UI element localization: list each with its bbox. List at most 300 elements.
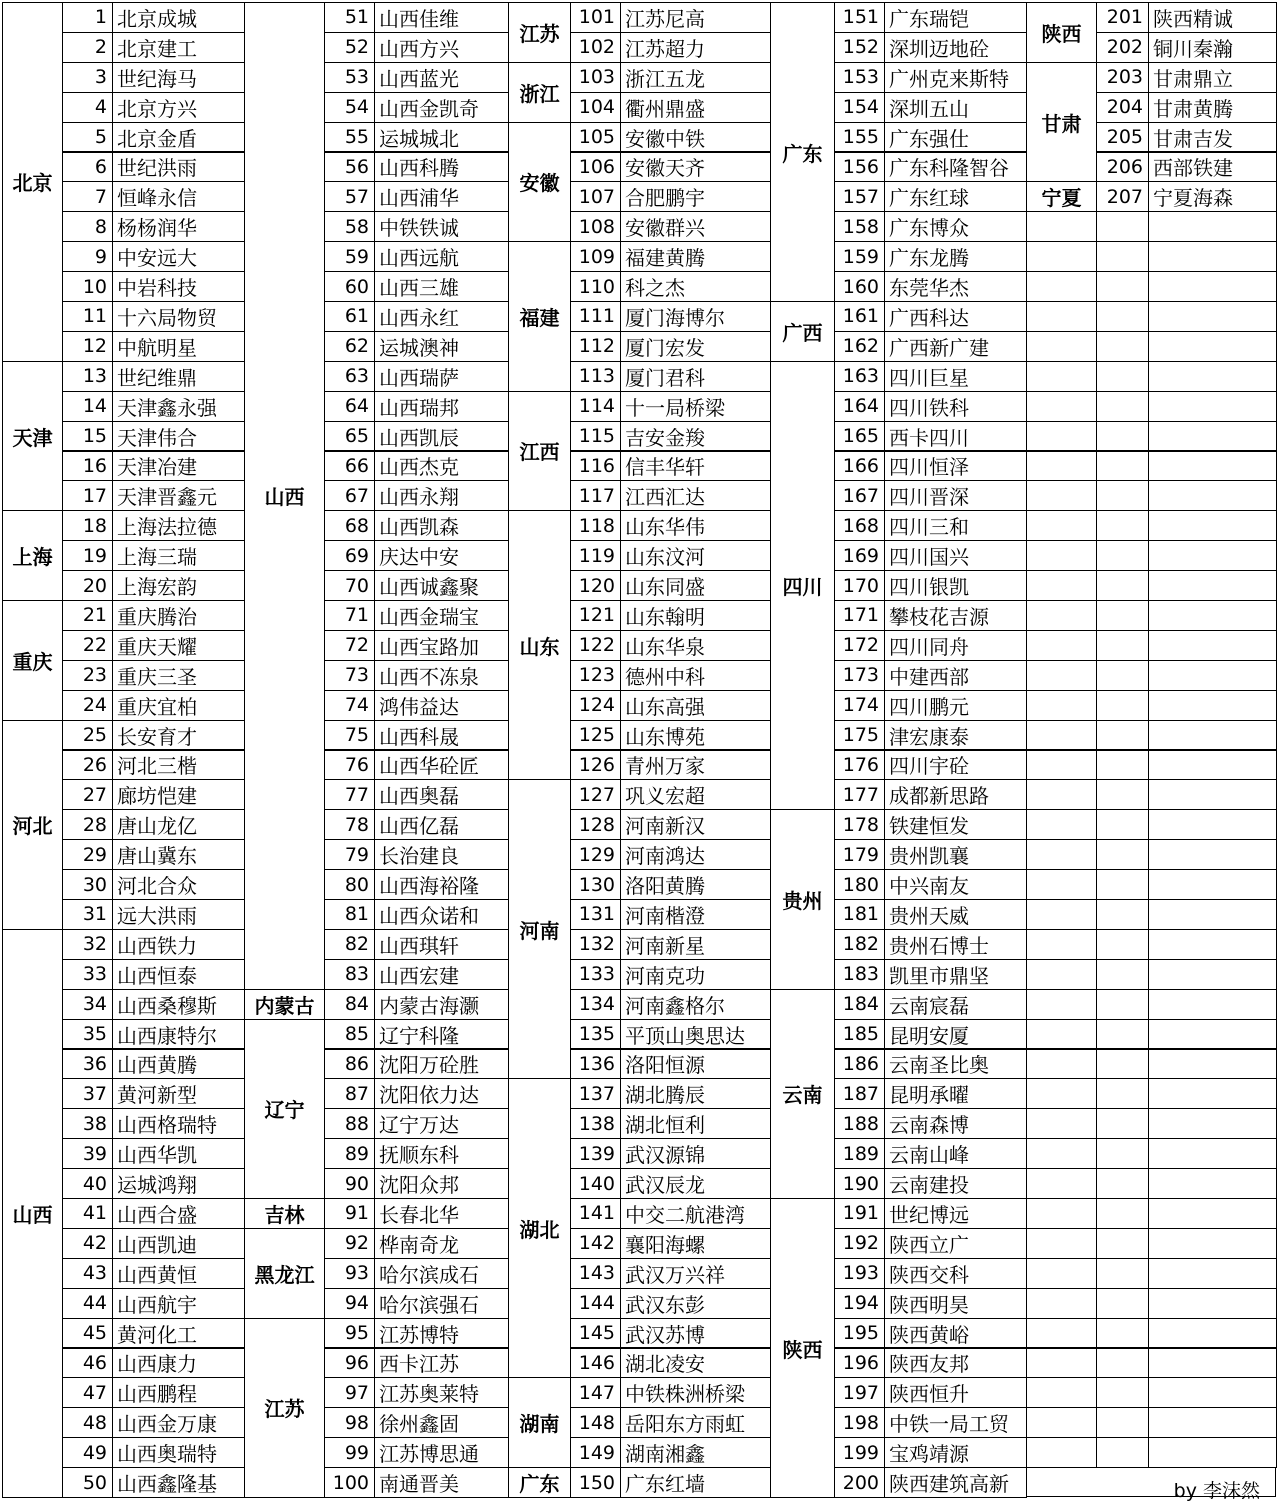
row-number: 67 bbox=[324, 480, 375, 511]
company-name: 山西黄腾 bbox=[112, 1049, 245, 1080]
empty-cell bbox=[1096, 1348, 1149, 1379]
row-number: 145 bbox=[570, 1318, 621, 1349]
company-name: 陕西交科 bbox=[884, 1258, 1027, 1289]
company-name: 上海法拉德 bbox=[112, 510, 245, 541]
empty-cell bbox=[1148, 271, 1277, 302]
row-number: 158 bbox=[834, 211, 885, 242]
row-number: 31 bbox=[62, 899, 113, 930]
empty-cell bbox=[1096, 391, 1149, 422]
row-number: 51 bbox=[324, 2, 375, 33]
company-name: 山东翰明 bbox=[620, 600, 771, 631]
company-name: 唐山龙亿 bbox=[112, 809, 245, 840]
company-name: 湖北恒利 bbox=[620, 1108, 771, 1139]
company-name: 山西不冻泉 bbox=[374, 660, 509, 691]
company-name: 山西众诺和 bbox=[374, 899, 509, 930]
row-number: 198 bbox=[834, 1407, 885, 1438]
row-number: 37 bbox=[62, 1078, 113, 1109]
company-name: 中航明星 bbox=[112, 331, 245, 362]
row-number: 3 bbox=[62, 62, 113, 93]
company-name: 北京金盾 bbox=[112, 122, 245, 153]
company-name: 信丰华轩 bbox=[620, 451, 771, 482]
author-credit: by 李沫然 bbox=[1173, 1480, 1260, 1502]
province-label: 陕西 bbox=[1026, 2, 1097, 63]
row-number: 66 bbox=[324, 451, 375, 482]
row-number: 49 bbox=[62, 1437, 113, 1468]
empty-cell bbox=[1026, 211, 1097, 242]
row-number: 18 bbox=[62, 510, 113, 541]
row-number: 159 bbox=[834, 241, 885, 272]
row-number: 106 bbox=[570, 152, 621, 183]
empty-cell bbox=[1148, 241, 1277, 272]
company-name: 山西金凯奇 bbox=[374, 92, 509, 123]
province-label: 江苏 bbox=[508, 2, 571, 63]
empty-cell bbox=[1096, 1168, 1149, 1199]
row-number: 9 bbox=[62, 241, 113, 272]
empty-cell bbox=[1026, 839, 1097, 870]
company-name: 长治建良 bbox=[374, 839, 509, 870]
row-number: 190 bbox=[834, 1168, 885, 1199]
empty-cell bbox=[1026, 660, 1097, 691]
empty-cell bbox=[1148, 211, 1277, 242]
empty-cell bbox=[1096, 720, 1149, 751]
company-name: 北京成城 bbox=[112, 2, 245, 33]
company-name: 山西鹏程 bbox=[112, 1377, 245, 1408]
row-number: 5 bbox=[62, 122, 113, 153]
company-name: 重庆腾治 bbox=[112, 600, 245, 631]
row-number: 19 bbox=[62, 540, 113, 571]
company-name: 凯里市鼎坚 bbox=[884, 959, 1027, 990]
company-name: 宝鸡靖源 bbox=[884, 1437, 1027, 1468]
row-number: 172 bbox=[834, 630, 885, 661]
company-name: 重庆三圣 bbox=[112, 660, 245, 691]
empty-cell bbox=[1026, 1138, 1097, 1169]
company-name: 重庆天耀 bbox=[112, 630, 245, 661]
row-number: 56 bbox=[324, 152, 375, 183]
company-name: 北京建工 bbox=[112, 32, 245, 63]
row-number: 65 bbox=[324, 421, 375, 452]
company-name: 吉安金羧 bbox=[620, 421, 771, 452]
company-name: 安徽中铁 bbox=[620, 122, 771, 153]
row-number: 142 bbox=[570, 1228, 621, 1259]
empty-cell bbox=[1026, 510, 1097, 541]
row-number: 15 bbox=[62, 421, 113, 452]
province-label: 吉林 bbox=[244, 1198, 325, 1229]
company-name: 广州克来斯特 bbox=[884, 62, 1027, 93]
row-number: 104 bbox=[570, 92, 621, 123]
company-name: 山西华砼匠 bbox=[374, 750, 509, 781]
row-number: 141 bbox=[570, 1198, 621, 1229]
empty-cell bbox=[1096, 1049, 1149, 1080]
empty-cell bbox=[1096, 899, 1149, 930]
empty-cell bbox=[1026, 929, 1097, 960]
row-number: 181 bbox=[834, 899, 885, 930]
empty-cell bbox=[1148, 809, 1277, 840]
row-number: 157 bbox=[834, 181, 885, 212]
empty-cell bbox=[1026, 480, 1097, 511]
company-name: 四川巨星 bbox=[884, 361, 1027, 392]
company-name: 云南山峰 bbox=[884, 1138, 1027, 1169]
row-number: 128 bbox=[570, 809, 621, 840]
company-name: 哈尔滨强石 bbox=[374, 1288, 509, 1319]
empty-cell bbox=[1026, 451, 1097, 482]
row-number: 2 bbox=[62, 32, 113, 63]
row-number: 11 bbox=[62, 301, 113, 332]
company-name: 辽宁科隆 bbox=[374, 1019, 509, 1050]
row-number: 166 bbox=[834, 451, 885, 482]
company-name: 天津冶建 bbox=[112, 451, 245, 482]
company-name: 山西杰克 bbox=[374, 451, 509, 482]
row-number: 85 bbox=[324, 1019, 375, 1050]
company-name: 四川国兴 bbox=[884, 540, 1027, 571]
empty-cell bbox=[1148, 1258, 1277, 1289]
row-number: 87 bbox=[324, 1078, 375, 1109]
company-name: 重庆宜柏 bbox=[112, 690, 245, 721]
empty-cell bbox=[1096, 690, 1149, 721]
row-number: 133 bbox=[570, 959, 621, 990]
company-name: 甘肃鼎立 bbox=[1148, 62, 1277, 93]
company-name: 山西蓝光 bbox=[374, 62, 509, 93]
empty-cell bbox=[1096, 361, 1149, 392]
province-label: 天津 bbox=[2, 361, 63, 512]
company-name: 山西合盛 bbox=[112, 1198, 245, 1229]
company-name: 陕西友邦 bbox=[884, 1348, 1027, 1379]
empty-cell bbox=[1096, 510, 1149, 541]
empty-cell bbox=[1148, 1198, 1277, 1229]
company-name: 宁夏海森 bbox=[1148, 181, 1277, 212]
company-name: 山西永红 bbox=[374, 301, 509, 332]
company-name: 上海三瑞 bbox=[112, 540, 245, 571]
company-name: 廊坊恺建 bbox=[112, 779, 245, 810]
empty-cell bbox=[1148, 989, 1277, 1020]
empty-cell bbox=[1148, 1078, 1277, 1109]
company-name: 河南新星 bbox=[620, 929, 771, 960]
empty-cell bbox=[1148, 391, 1277, 422]
row-number: 7 bbox=[62, 181, 113, 212]
row-number: 28 bbox=[62, 809, 113, 840]
company-name: 黄河化工 bbox=[112, 1318, 245, 1349]
company-name: 陕西精诚 bbox=[1148, 2, 1277, 33]
row-number: 140 bbox=[570, 1168, 621, 1199]
company-name: 河南新汉 bbox=[620, 809, 771, 840]
empty-cell bbox=[1026, 1258, 1097, 1289]
row-number: 184 bbox=[834, 989, 885, 1020]
row-number: 58 bbox=[324, 211, 375, 242]
company-name: 中交二航港湾 bbox=[620, 1198, 771, 1229]
company-name: 世纪博远 bbox=[884, 1198, 1027, 1229]
row-number: 16 bbox=[62, 451, 113, 482]
row-number: 197 bbox=[834, 1377, 885, 1408]
empty-cell bbox=[1026, 361, 1097, 392]
empty-cell bbox=[1148, 510, 1277, 541]
province-label: 北京 bbox=[2, 2, 63, 362]
company-name: 甘肃吉发 bbox=[1148, 122, 1277, 153]
company-name: 运城城北 bbox=[374, 122, 509, 153]
company-name: 江苏博思通 bbox=[374, 1437, 509, 1468]
company-name: 山西科晟 bbox=[374, 720, 509, 751]
company-name: 杨杨润华 bbox=[112, 211, 245, 242]
company-name: 成都新思路 bbox=[884, 779, 1027, 810]
row-number: 96 bbox=[324, 1348, 375, 1379]
row-number: 107 bbox=[570, 181, 621, 212]
company-name: 攀枝花吉源 bbox=[884, 600, 1027, 631]
company-name: 广东博众 bbox=[884, 211, 1027, 242]
row-number: 139 bbox=[570, 1138, 621, 1169]
company-name: 山西桑穆斯 bbox=[112, 989, 245, 1020]
row-number: 152 bbox=[834, 32, 885, 63]
province-label: 陕西 bbox=[770, 1198, 835, 1498]
row-number: 63 bbox=[324, 361, 375, 392]
row-number: 69 bbox=[324, 540, 375, 571]
row-number: 21 bbox=[62, 600, 113, 631]
empty-cell bbox=[1148, 361, 1277, 392]
row-number: 108 bbox=[570, 211, 621, 242]
company-name: 广西新广建 bbox=[884, 331, 1027, 362]
province-label: 山西 bbox=[2, 929, 63, 1498]
row-number: 177 bbox=[834, 779, 885, 810]
row-number: 44 bbox=[62, 1288, 113, 1319]
row-number: 118 bbox=[570, 510, 621, 541]
row-number: 173 bbox=[834, 660, 885, 691]
company-name: 南通晋美 bbox=[374, 1467, 509, 1498]
company-name: 山西铁力 bbox=[112, 929, 245, 960]
empty-cell bbox=[1026, 540, 1097, 571]
empty-cell bbox=[1026, 271, 1097, 302]
row-number: 74 bbox=[324, 690, 375, 721]
row-number: 83 bbox=[324, 959, 375, 990]
row-number: 84 bbox=[324, 989, 375, 1020]
row-number: 111 bbox=[570, 301, 621, 332]
empty-cell bbox=[1026, 391, 1097, 422]
company-name: 哈尔滨成石 bbox=[374, 1258, 509, 1289]
empty-cell bbox=[1148, 1437, 1277, 1468]
row-number: 86 bbox=[324, 1049, 375, 1080]
row-number: 201 bbox=[1096, 2, 1149, 33]
row-number: 52 bbox=[324, 32, 375, 63]
row-number: 130 bbox=[570, 869, 621, 900]
empty-cell bbox=[1096, 809, 1149, 840]
row-number: 71 bbox=[324, 600, 375, 631]
row-number: 42 bbox=[62, 1228, 113, 1259]
row-number: 109 bbox=[570, 241, 621, 272]
empty-cell bbox=[1096, 1377, 1149, 1408]
row-number: 27 bbox=[62, 779, 113, 810]
row-number: 46 bbox=[62, 1348, 113, 1379]
company-name: 天津晋鑫元 bbox=[112, 480, 245, 511]
empty-cell bbox=[1148, 331, 1277, 362]
empty-cell bbox=[1026, 301, 1097, 332]
row-number: 115 bbox=[570, 421, 621, 452]
company-name: 铜川秦瀚 bbox=[1148, 32, 1277, 63]
row-number: 193 bbox=[834, 1258, 885, 1289]
company-name: 江西汇达 bbox=[620, 480, 771, 511]
row-number: 144 bbox=[570, 1288, 621, 1319]
empty-cell bbox=[1096, 1258, 1149, 1289]
row-number: 171 bbox=[834, 600, 885, 631]
empty-cell bbox=[1096, 779, 1149, 810]
empty-cell bbox=[1026, 1377, 1097, 1408]
company-name: 山西航宇 bbox=[112, 1288, 245, 1319]
province-label: 重庆 bbox=[2, 600, 63, 721]
company-name: 四川同舟 bbox=[884, 630, 1027, 661]
row-number: 91 bbox=[324, 1198, 375, 1229]
row-number: 164 bbox=[834, 391, 885, 422]
company-name: 山西永翔 bbox=[374, 480, 509, 511]
row-number: 90 bbox=[324, 1168, 375, 1199]
empty-cell bbox=[1096, 630, 1149, 661]
row-number: 62 bbox=[324, 331, 375, 362]
company-name: 广东红墙 bbox=[620, 1467, 771, 1498]
province-label: 河北 bbox=[2, 720, 63, 930]
row-number: 1 bbox=[62, 2, 113, 33]
empty-cell bbox=[1026, 600, 1097, 631]
empty-cell bbox=[1026, 1228, 1097, 1259]
empty-cell bbox=[1026, 1407, 1097, 1438]
empty-cell bbox=[1096, 750, 1149, 781]
empty-cell bbox=[1096, 1019, 1149, 1050]
row-number: 100 bbox=[324, 1467, 375, 1498]
row-number: 26 bbox=[62, 750, 113, 781]
empty-cell bbox=[1026, 1198, 1097, 1229]
row-number: 167 bbox=[834, 480, 885, 511]
company-name: 江苏奥莱特 bbox=[374, 1377, 509, 1408]
row-number: 13 bbox=[62, 361, 113, 392]
row-number: 70 bbox=[324, 570, 375, 601]
company-name: 河北三楷 bbox=[112, 750, 245, 781]
row-number: 176 bbox=[834, 750, 885, 781]
row-number: 192 bbox=[834, 1228, 885, 1259]
company-name: 十六局物贸 bbox=[112, 301, 245, 332]
row-number: 34 bbox=[62, 989, 113, 1020]
row-number: 40 bbox=[62, 1168, 113, 1199]
company-name: 云南建投 bbox=[884, 1168, 1027, 1199]
company-name: 陕西恒升 bbox=[884, 1377, 1027, 1408]
row-number: 161 bbox=[834, 301, 885, 332]
company-name: 山西诚鑫聚 bbox=[374, 570, 509, 601]
company-name: 鸿伟益达 bbox=[374, 690, 509, 721]
row-number: 61 bbox=[324, 301, 375, 332]
empty-cell bbox=[1096, 570, 1149, 601]
company-name: 东莞华杰 bbox=[884, 271, 1027, 302]
row-number: 22 bbox=[62, 630, 113, 661]
company-name: 世纪海马 bbox=[112, 62, 245, 93]
row-number: 82 bbox=[324, 929, 375, 960]
company-name: 远大洪雨 bbox=[112, 899, 245, 930]
row-number: 59 bbox=[324, 241, 375, 272]
row-number: 47 bbox=[62, 1377, 113, 1408]
row-number: 169 bbox=[834, 540, 885, 571]
row-number: 137 bbox=[570, 1078, 621, 1109]
empty-cell bbox=[1026, 1078, 1097, 1109]
row-number: 191 bbox=[834, 1198, 885, 1229]
empty-cell bbox=[1148, 720, 1277, 751]
company-name: 中兴南友 bbox=[884, 869, 1027, 900]
province-label: 浙江 bbox=[508, 62, 571, 123]
row-number: 10 bbox=[62, 271, 113, 302]
company-name: 河南克功 bbox=[620, 959, 771, 990]
row-number: 105 bbox=[570, 122, 621, 153]
empty-cell bbox=[1096, 959, 1149, 990]
row-number: 174 bbox=[834, 690, 885, 721]
row-number: 73 bbox=[324, 660, 375, 691]
company-name: 沈阳众邦 bbox=[374, 1168, 509, 1199]
company-name: 湖北腾辰 bbox=[620, 1078, 771, 1109]
empty-cell bbox=[1026, 1168, 1097, 1199]
row-number: 60 bbox=[324, 271, 375, 302]
empty-cell bbox=[1096, 660, 1149, 691]
row-number: 148 bbox=[570, 1407, 621, 1438]
empty-cell bbox=[1096, 839, 1149, 870]
empty-cell bbox=[1096, 211, 1149, 242]
province-label: 四川 bbox=[770, 361, 835, 811]
empty-cell bbox=[1148, 1108, 1277, 1139]
empty-cell bbox=[1096, 1407, 1149, 1438]
company-name: 山东同盛 bbox=[620, 570, 771, 601]
row-number: 17 bbox=[62, 480, 113, 511]
empty-cell bbox=[1148, 750, 1277, 781]
company-name: 山西凯迪 bbox=[112, 1228, 245, 1259]
company-name: 沈阳依力达 bbox=[374, 1078, 509, 1109]
empty-cell bbox=[1096, 540, 1149, 571]
company-name: 山西方兴 bbox=[374, 32, 509, 63]
company-name: 山西亿磊 bbox=[374, 809, 509, 840]
row-number: 116 bbox=[570, 451, 621, 482]
company-name: 广西科达 bbox=[884, 301, 1027, 332]
row-number: 156 bbox=[834, 152, 885, 183]
company-name: 福建黄腾 bbox=[620, 241, 771, 272]
company-name: 唐山冀东 bbox=[112, 839, 245, 870]
row-number: 121 bbox=[570, 600, 621, 631]
company-name: 山西宏建 bbox=[374, 959, 509, 990]
empty-cell bbox=[1026, 1318, 1097, 1349]
company-name: 山西佳维 bbox=[374, 2, 509, 33]
row-number: 93 bbox=[324, 1258, 375, 1289]
row-number: 163 bbox=[834, 361, 885, 392]
company-name: 广东强仕 bbox=[884, 122, 1027, 153]
company-name: 中铁一局工贸 bbox=[884, 1407, 1027, 1438]
province-label: 广西 bbox=[770, 301, 835, 362]
row-number: 207 bbox=[1096, 181, 1149, 212]
company-name: 徐州鑫固 bbox=[374, 1407, 509, 1438]
company-name: 庆达中安 bbox=[374, 540, 509, 571]
company-name: 世纪洪雨 bbox=[112, 152, 245, 183]
company-name: 湖北凌安 bbox=[620, 1348, 771, 1379]
empty-cell bbox=[1096, 1198, 1149, 1229]
row-number: 117 bbox=[570, 480, 621, 511]
company-name: 平顶山奥思达 bbox=[620, 1019, 771, 1050]
company-name: 贵州石博士 bbox=[884, 929, 1027, 960]
company-name: 世纪维鼎 bbox=[112, 361, 245, 392]
row-number: 12 bbox=[62, 331, 113, 362]
row-number: 180 bbox=[834, 869, 885, 900]
row-number: 168 bbox=[834, 510, 885, 541]
company-name: 山西格瑞特 bbox=[112, 1108, 245, 1139]
empty-cell bbox=[1096, 1228, 1149, 1259]
empty-cell bbox=[1148, 570, 1277, 601]
empty-cell bbox=[1148, 779, 1277, 810]
company-name: 四川宇砼 bbox=[884, 750, 1027, 781]
empty-cell bbox=[1148, 1168, 1277, 1199]
row-number: 75 bbox=[324, 720, 375, 751]
company-name: 甘肃黄腾 bbox=[1148, 92, 1277, 123]
company-name: 山西瑞邦 bbox=[374, 391, 509, 422]
row-number: 8 bbox=[62, 211, 113, 242]
province-label: 内蒙古 bbox=[244, 989, 325, 1020]
row-number: 123 bbox=[570, 660, 621, 691]
company-name: 津宏康泰 bbox=[884, 720, 1027, 751]
row-number: 95 bbox=[324, 1318, 375, 1349]
row-number: 165 bbox=[834, 421, 885, 452]
province-label: 湖南 bbox=[508, 1377, 571, 1468]
